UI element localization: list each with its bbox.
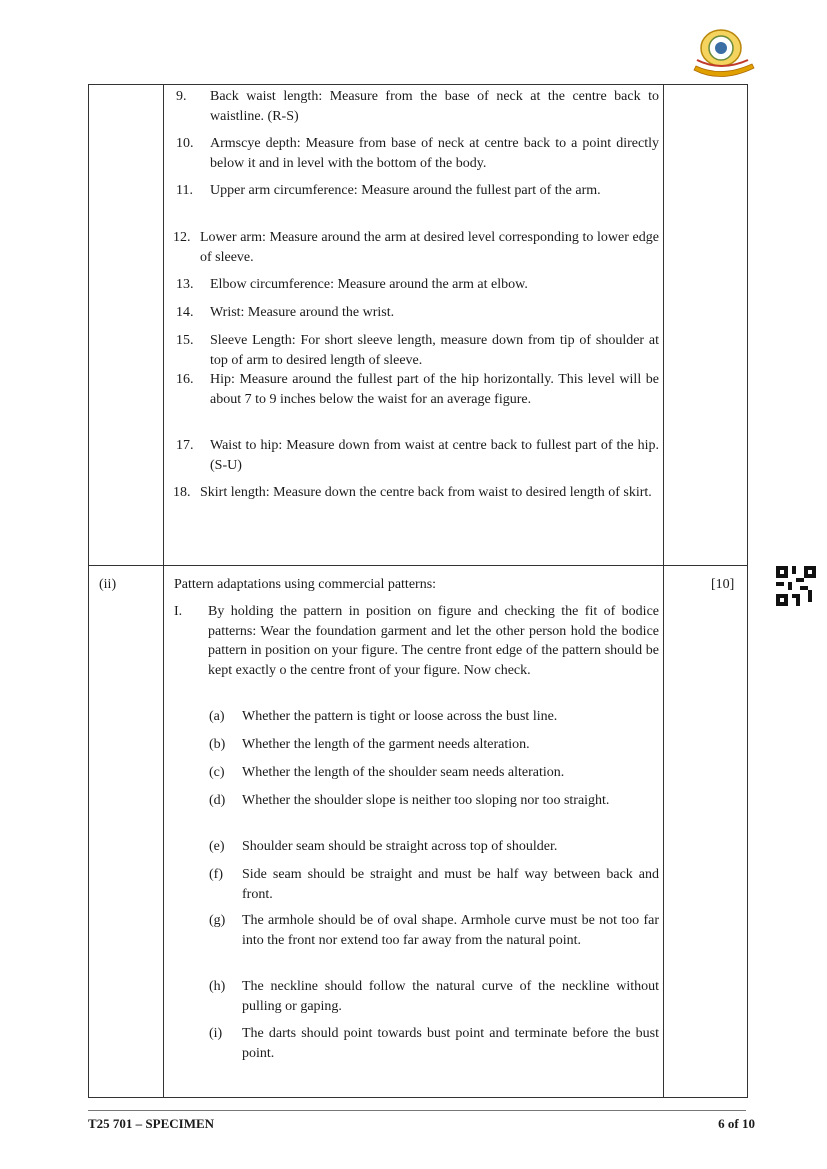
list-item: Waist to hip: Measure down from waist at centre back to fullest part of the hip. (S-U) (210, 438, 659, 473)
checklist-item: The darts should point towards bust point and terminate before the bust point. (242, 1026, 659, 1061)
checklist-item: Whether the length of the shoulder seam needs alteration. (242, 765, 565, 780)
checklist-item: The armhole should be of oval shape. Armhole curve must be not too far into the front nor extend too far away from the natural point. (242, 913, 659, 948)
list-item-number: 13. (176, 277, 194, 292)
list-item: Hip: Measure around the fullest part of the hip horizontally. This level will be about 7 to 9 inches below the waist for an average figure. (210, 372, 659, 407)
checklist-letter: (g) (209, 913, 226, 928)
checklist-item: Side seam should be straight and must be half way between back and front. (242, 867, 659, 902)
checklist-letter: (a) (209, 709, 225, 724)
answer-table (88, 84, 748, 1098)
list-item-number: 12. (173, 230, 191, 245)
checklist-item: Whether the length of the garment needs alteration. (242, 737, 530, 752)
table-column-divider (163, 85, 164, 1097)
list-item-number: 14. (176, 305, 194, 320)
checklist-letter: (h) (209, 979, 226, 994)
checklist-item: Whether the pattern is tight or loose across the bust line. (242, 709, 558, 724)
footer-page-number: 6 of 10 (718, 1116, 755, 1131)
table-row-divider (89, 565, 747, 566)
question-label: (ii) (99, 577, 117, 592)
list-item: Back waist length: Measure from the base of neck at the centre back to waistline. (R-S) (210, 89, 659, 124)
checklist-letter: (i) (209, 1026, 223, 1041)
checklist-letter: (f) (209, 867, 223, 882)
list-item-number: 18. (173, 485, 191, 500)
list-item-number: 16. (176, 372, 194, 387)
marks-label: [10] (711, 577, 735, 592)
list-item: Upper arm circumference: Measure around the fullest part of the arm. (210, 183, 601, 198)
list-item: Armscye depth: Measure from base of neck at centre back to a point directly below it and in level with the bottom of the body. (210, 136, 659, 171)
point-text: By holding the pattern in position on figure and checking the fit of bodice patterns: Wear the foundation garment and let the other person hold the bodice pattern in position on your figure. The centre front edge of the pattern should be kept exactly o the centre front of your figure. Now check. (208, 604, 659, 678)
council-logo-icon (688, 26, 758, 82)
checklist-letter: (e) (209, 839, 225, 854)
list-item-number: 17. (176, 438, 194, 453)
footer-paper-code: T25 701 – SPECIMEN (88, 1116, 215, 1131)
checklist-item: Shoulder seam should be straight across top of shoulder. (242, 839, 558, 854)
checklist-letter: (c) (209, 765, 225, 780)
list-item: Wrist: Measure around the wrist. (210, 305, 395, 320)
point-number: I. (174, 604, 183, 619)
list-item: Sleeve Length: For short sleeve length, measure down from tip of shoulder at top of arm to desired length of sleeve. (210, 333, 659, 368)
list-item: Lower arm: Measure around the arm at desired level corresponding to lower edge of sleeve. (200, 230, 659, 265)
list-item: Skirt length: Measure down the centre back from waist to desired length of skirt. (200, 485, 652, 500)
checklist-item: The neckline should follow the natural curve of the neckline without pulling or gaping. (242, 979, 659, 1014)
checklist-letter: (b) (209, 737, 226, 752)
qr-code-icon (776, 566, 816, 606)
checklist-item: Whether the shoulder slope is neither too sloping nor too straight. (242, 793, 610, 808)
list-item-number: 15. (176, 333, 194, 348)
list-item-number: 10. (176, 136, 194, 151)
section-heading: Pattern adaptations using commercial patterns: (174, 577, 437, 592)
list-item: Elbow circumference: Measure around the arm at elbow. (210, 277, 528, 292)
checklist-letter: (d) (209, 793, 226, 808)
footer-rule (88, 1110, 746, 1111)
table-column-divider (663, 85, 664, 1097)
list-item-number: 9. (176, 89, 187, 104)
list-item-number: 11. (176, 183, 193, 198)
